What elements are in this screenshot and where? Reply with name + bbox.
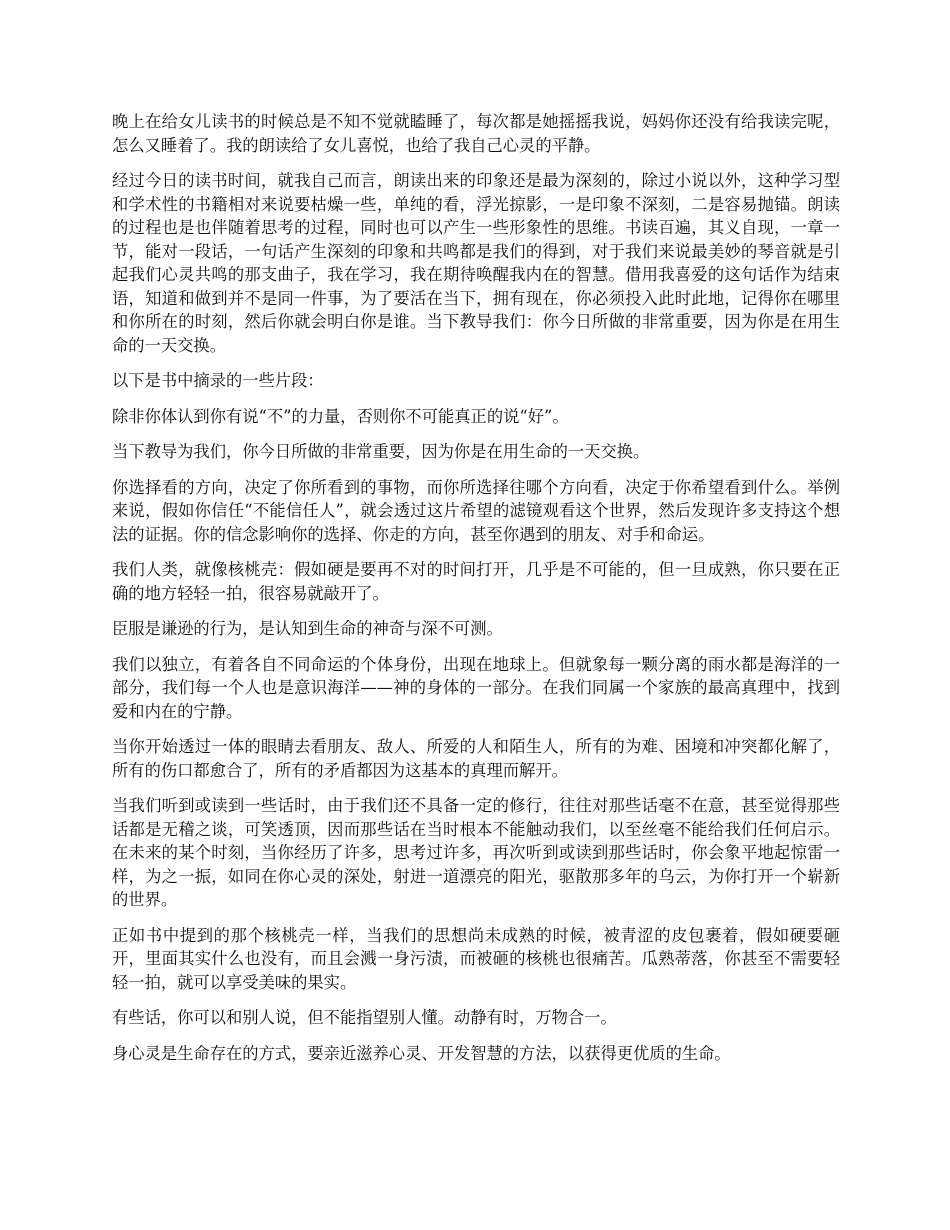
paragraph-2: 经过今日的读书时间，就我自己而言，朗读出来的印象还是最为深刻的，除过小说以外，这种学习型和学术性的书籍相对来说要枯燥一些，单纯的看，浮光掠影，一是印象不深刻，二是容易抛锚。朗读的过程也是也伴随着思考的过程，同时也可以产生一些形象性的思维。书读百遍，其义自现，一章一节，能对一段话，一句话产生深刻的印象和共鸣都是我们的得到，对于我们来说最美妙的琴音就是引起我们心灵共鸣的那支曲子，我在学习，我在期待唤醒我内在的智慧。借用我喜爱的这句话作为结束语，知道和做到并不是同一件事，为了要活在当下，拥有现在，你必须投入此时此地，记得你在哪里和你所在的时刻，然后你就会明白你是谁。当下教导我们：你今日所做的非常重要，因为你是在用生命的一天交换。 <box>112 171 840 355</box>
paragraph-13: 有些话，你可以和别人说，但不能指望别人懂。动静有时，万物合一。 <box>112 1008 617 1027</box>
paragraph-6: 你选择看的方向，决定了你所看到的事物，而你所选择往哪个方向看，决定于你希望看到什么。举例来说，假如你信任“不能信任人”，就会透过这片希望的滤镜观看这个世界，然后发现许多支持这个想法的证据。你的信念影响你的选择、你走的方向，甚至你遇到的朋友、对手和命运。 <box>112 477 840 544</box>
paragraph-14: 身心灵是生命存在的方式，要亲近滋养心灵、开发智慧的方法，以获得更优质的生命。 <box>112 1043 731 1063</box>
paragraph-3: 以下是书中摘录的一些片段： <box>112 371 324 390</box>
paragraph-8: 臣服是谦逊的行为，是认知到生命的神奇与深不可测。 <box>112 619 503 638</box>
paragraph-10: 当你开始透过一体的眼睛去看朋友、敌人、所爱的人和陌生人，所有的为难、困境和冲突都化解了，所有的伤口都愈合了，所有的矛盾都因为这基本的真理而解开。 <box>112 737 840 780</box>
paragraph-5: 当下教导为我们，你今日所做的非常重要，因为你是在用生命的一天交换。 <box>112 442 650 461</box>
paragraph-1: 晚上在给女儿读书的时候总是不知不觉就瞌睡了，每次都是她摇摇我说，妈妈你还没有给我读完呢，怎么又睡着了。我的朗读给了女儿喜悦，也给了我自己心灵的平静。 <box>112 112 840 155</box>
paragraph-9: 我们以独立，有着各自不同命运的个体身份，出现在地球上。但就象每一颗分离的雨水都是海洋的一部分，我们每一个人也是意识海洋——神的身体的一部分。在我们同属一个家族的最高真理中，找到爱和内在的宁静。 <box>112 654 840 721</box>
paragraph-7: 我们人类，就像核桃壳：假如硬是要再不对的时间打开，几乎是不可能的，但一旦成熟，你只要在正确的地方轻轻一拍，很容易就敲开了。 <box>112 560 840 603</box>
paragraph-4: 除非你体认到你有说“不”的力量，否则你不可能真正的说“好”。 <box>112 406 569 426</box>
paragraph-11: 当我们听到或读到一些话时，由于我们还不具备一定的修行，往往对那些话毫不在意，甚至觉得那些话都是无稽之谈，可笑透顶，因而那些话在当时根本不能触动我们，以至丝毫不能给我们任何启示。在未来的某个时刻，当你经历了许多，思考过许多，再次听到或读到那些话时，你会象平地起惊雷一样，为之一振，如同在你心灵的深处，射进一道漂亮的阳光，驱散那多年的乌云，为你打开一个崭新的世界。 <box>112 796 840 909</box>
paragraph-12: 正如书中提到的那个核桃壳一样，当我们的思想尚未成熟的时候，被青涩的皮包裹着，假如硬要砸开，里面其实什么也没有，而且会溅一身污渍，而被砸的核桃也很痛苦。瓜熟蒂落，你甚至不需要轻轻一拍，就可以享受美味的果实。 <box>112 925 840 992</box>
